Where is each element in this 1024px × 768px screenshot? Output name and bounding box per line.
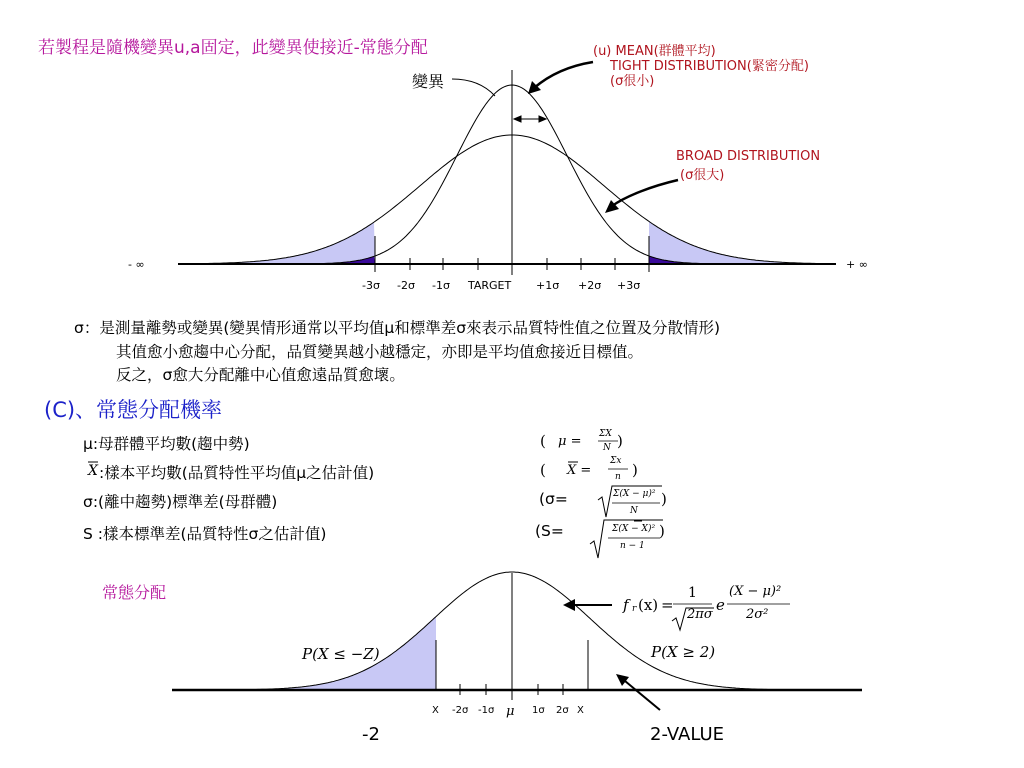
pdf-sub: r <box>632 604 637 614</box>
def-mu-lhs: μ = <box>558 434 582 449</box>
tick-plus-3sigma: +3σ <box>617 279 641 292</box>
def-mu-label: μ:母群體平均數(趨中勢) <box>83 435 250 453</box>
def-s-open: (S= <box>535 522 564 540</box>
tight-arrow <box>528 62 593 94</box>
def-s-num: Σ(X − X)² <box>612 524 656 534</box>
bottom-right-value: 2-VALUE <box>650 724 725 745</box>
neg-infinity-label: - ∞ <box>128 258 145 271</box>
tight-label-1: (u) MEAN(群體平均) <box>593 44 716 59</box>
section-title: (C)、常態分配機率 <box>44 398 223 422</box>
def-xbar-label: :樣本平均數(品質特性平均值μ之估計值) <box>99 464 375 482</box>
tight-label-2: TIGHT DISTRIBUTION(緊密分配) <box>610 59 809 74</box>
tight-label-3: (σ很小) <box>610 74 655 89</box>
def-xbar-lhs: X = <box>567 463 592 478</box>
def-xbar-den: n <box>615 472 621 482</box>
sigma-explanation-line-2: 其值愈小愈趨中心分配，品質變異越小越穩定，亦即是平均值愈接近目標值。 <box>116 343 644 361</box>
pdf-num: 1 <box>688 585 697 601</box>
def-sigma-num: Σ(X − μ)² <box>613 489 656 499</box>
pdf-exp-den: 2σ² <box>746 607 769 622</box>
pdf-e: e <box>716 596 725 614</box>
def-s-label: S :樣本標準差(品質特性σ之估計值) <box>83 525 327 543</box>
variation-double-arrow <box>514 116 546 122</box>
def-sigma-label: σ:(離中趨勢)標準差(母群體) <box>83 493 278 511</box>
bottom-tick-mu: μ <box>506 704 515 719</box>
pdf-den: 2πσ <box>687 607 713 622</box>
bottom-tick-plus-2sigma: 2σ <box>556 705 569 716</box>
normal-distribution-label: 常態分配 <box>102 583 167 602</box>
tick-minus-1sigma: -1σ <box>432 279 450 292</box>
left-tail-shade <box>180 222 375 264</box>
def-sigma-open: (σ= <box>539 490 568 508</box>
prob-left-label: P(X ≤ −Z) <box>302 645 380 663</box>
variation-leader-line <box>452 79 495 96</box>
pdf-exp-num: (X − μ)² <box>729 584 782 599</box>
def-xbar-symbol: X <box>88 463 98 479</box>
def-sigma-close: ) <box>661 490 667 508</box>
def-sigma-den: N <box>630 506 638 516</box>
variation-label: 變異 <box>412 72 445 91</box>
def-xbar-close: ) <box>632 461 638 479</box>
tight-distribution-curve <box>180 85 836 264</box>
bottom-tick-x-right: X <box>577 705 584 716</box>
tick-plus-1sigma: +1σ <box>536 279 560 292</box>
bottom-tick-plus-1sigma: 1σ <box>532 705 545 716</box>
right-prob-arrow <box>616 674 660 710</box>
tick-minus-3sigma: -3σ <box>362 279 380 292</box>
def-mu-open: ( <box>540 432 546 450</box>
bottom-tick-x-left: X <box>432 705 439 716</box>
broad-label-2: (σ很大) <box>680 168 725 183</box>
def-mu-close: ) <box>617 432 623 450</box>
bottom-left-value: -2 <box>362 724 380 745</box>
sigma-explanation-line-1: σ：是測量離勢或變異(變異情形通常以平均值μ和標準差σ來表示品質特性值之位置及分散情形) <box>74 319 721 337</box>
sigma-explanation-line-3: 反之，σ愈大分配離中心值愈遠品質愈壞。 <box>116 366 405 384</box>
top-heading: 若製程是隨機變異u,a固定，此變異使接近-常態分配 <box>38 38 428 58</box>
bottom-tick-minus-1sigma: -1σ <box>478 705 495 716</box>
pos-infinity-label: + ∞ <box>846 258 868 271</box>
pdf-eq: = <box>661 596 674 614</box>
tick-target: TARGET <box>468 279 512 292</box>
tick-plus-2sigma: +2σ <box>578 279 602 292</box>
def-s-den: n − 1 <box>620 541 645 551</box>
def-mu-den: N <box>603 443 611 453</box>
bottom-tick-minus-2sigma: -2σ <box>452 705 469 716</box>
def-s-close: ) <box>659 522 665 540</box>
def-xbar-num: Σx <box>610 456 622 466</box>
right-tail-shade <box>649 221 836 264</box>
pdf-arg: (x) <box>638 596 659 614</box>
def-xbar-open: ( <box>540 461 546 479</box>
prob-right-label: P(X ≥ 2) <box>651 643 716 661</box>
fraction-bars <box>598 441 790 604</box>
broad-label-1: BROAD DISTRIBUTION <box>676 149 821 164</box>
tick-minus-2sigma: -2σ <box>397 279 415 292</box>
pdf-lhs: f <box>623 596 629 614</box>
def-mu-num: ΣX <box>599 429 612 439</box>
